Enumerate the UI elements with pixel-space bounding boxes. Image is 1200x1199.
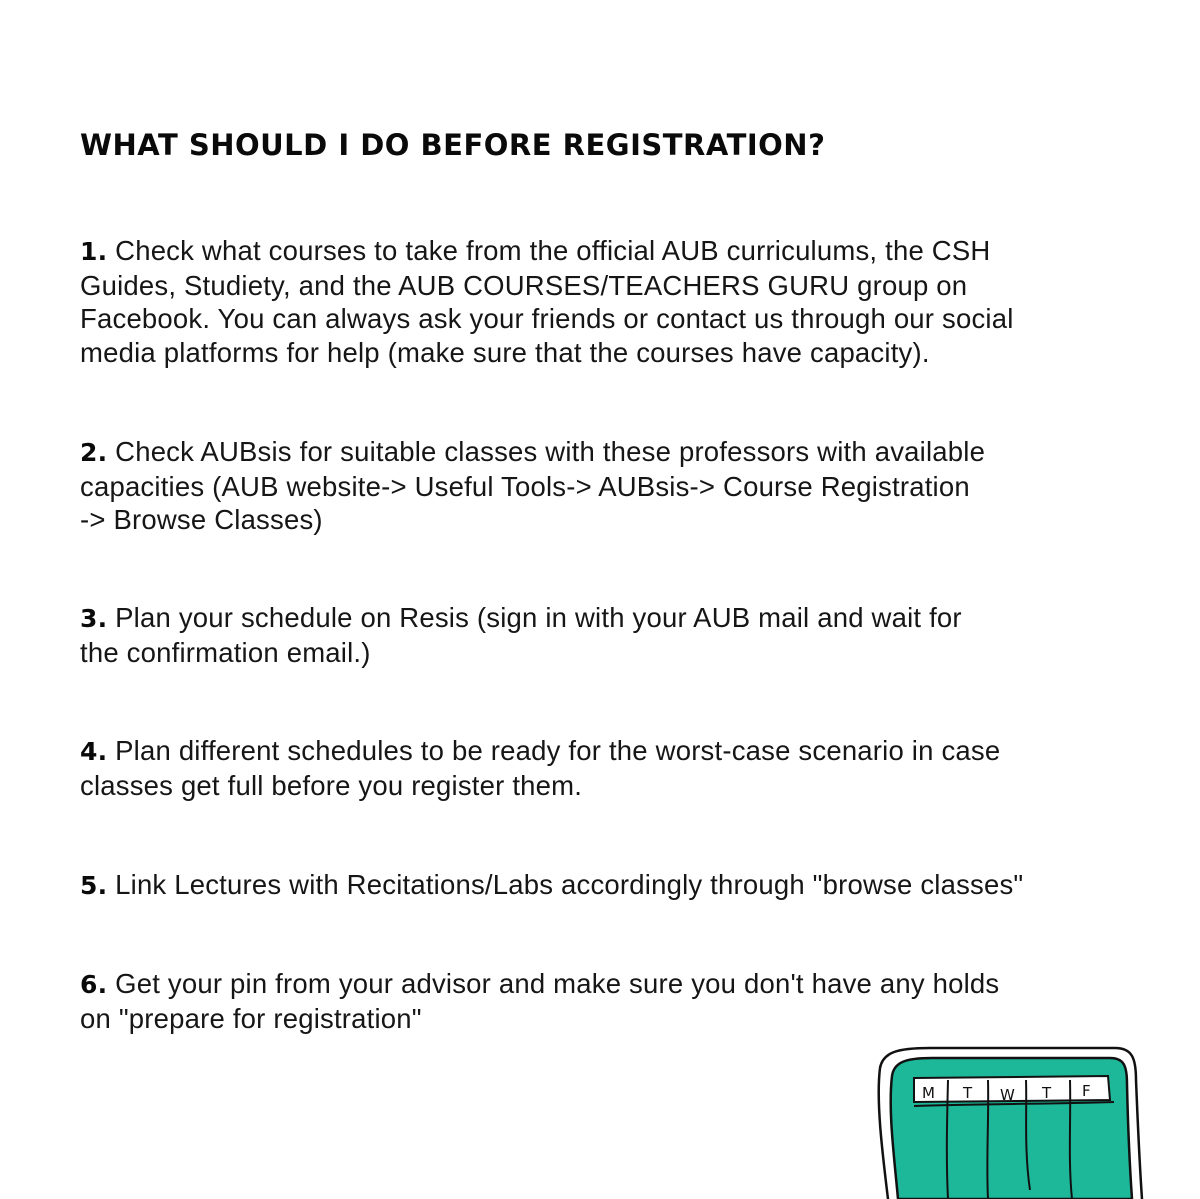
step-5 [80,868,1140,903]
step-number: 4. [80,737,108,766]
weekly-planner-icon [870,1040,1160,1199]
step-3 [80,601,1140,669]
step-6 [80,967,1140,1035]
planner-day-label: W [1000,1086,1015,1104]
page-title: WHAT SHOULD I DO BEFORE REGISTRATION? [80,128,826,162]
step-text: Check AUBsis for suitable classes with these professors with available capacities (AUB website-> Useful Tools-> AUBsis-> Course Registration -> Browse Classes) [80,436,986,535]
step-text: Plan your schedule on Resis (sign in with your AUB mail and wait for the confirmation email.) [80,602,962,668]
step-number: 2. [80,438,108,467]
step-4 [80,734,1140,802]
planner-day-label: F [1082,1082,1091,1100]
step-number: 6. [80,970,108,999]
step-text: Link Lectures with Recitations/Labs accordingly through "browse classes" [107,869,1024,900]
step-number: 3. [80,604,108,633]
step-2 [80,435,1140,537]
step-number: 5. [80,871,108,900]
step-1 [80,234,1140,369]
planner-day-label: T [963,1084,973,1102]
step-text: Check what courses to take from the official AUB curriculums, the CSH Guides, Studiety, and the AUB COURSES/TEACHERS GURU group on Facebook. You can always ask your friends or contact us through our social media platforms for help (make sure that the courses have capacity). [80,235,1014,368]
planner-day-label: M [922,1084,935,1102]
planner-day-label: T [1042,1084,1052,1102]
step-number: 1. [80,237,108,266]
step-text: Plan different schedules to be ready for the worst-case scenario in case classes get full before you register them. [80,735,1001,801]
step-text: Get your pin from your advisor and make sure you don't have any holds on "prepare for registration" [80,968,1000,1034]
